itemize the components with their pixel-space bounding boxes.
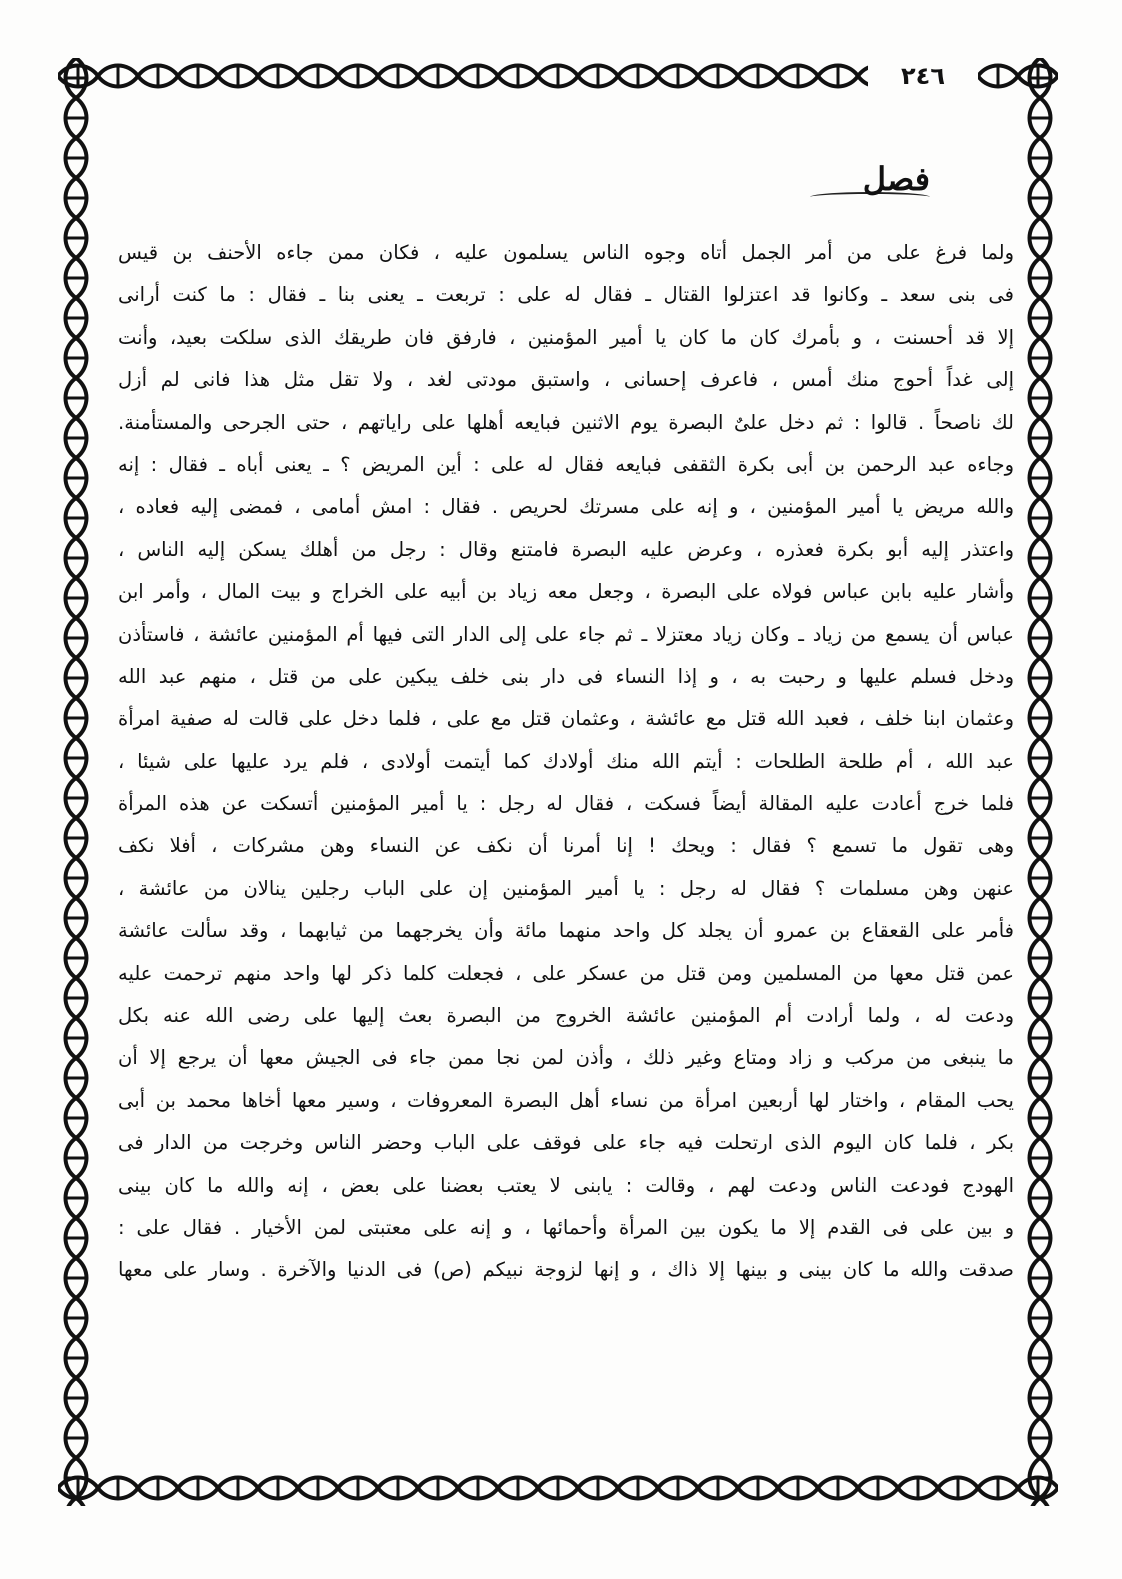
text-line: ما ينبغى من مركب و زاد ومتاع وغير ذلك ، وأذن لمن نجا ممن جاء فى الجيش معها أن يرجع إلا أن	[118, 1046, 1014, 1070]
text-line: عنهن وهن مسلمات ؟ فقال له رجل : يا أمير المؤمنين إن على الباب رجلين ينالان من عائشة ،	[118, 876, 1014, 900]
border-left-chain	[58, 58, 94, 1506]
text-line: والله مريض يا أمير المؤمنين ، و إنه على مسرتك لحريص . فقال : امش أمامى ، فمضى إليه فعاده ،	[118, 495, 1014, 519]
text-line: ودخل فسلم عليها و رحبت به ، و إذا النساء فى دار بنى خلف يبكين على من قتل ، منهم عبد الله	[118, 664, 1014, 688]
text-line: وهى تقول ما تسمع ؟ فقال : ويحك ! إنا أمرنا أن نكف عن النساء وهن مشركات ، أفلا نكف	[118, 834, 1014, 858]
text-line: عمن قتل معها من المسلمين ومن قتل من عسكر على ، فجعلت كلما ذكر لها واحد منهم ترحمت عليه	[118, 961, 1014, 985]
text-line: وجاءه عبد الرحمن بن أبى بكرة الثقفى فبايعه فقال له على : أين المريض ؟ ـ يعنى أباه ـ فقال : إنه	[118, 452, 1014, 476]
text-line: إلى غداً أحوج منك أمس ، فاعرف إحسانى ، واستبق مودتى لغد ، ولا تقل مثل هذا فانى لم أزل	[118, 368, 1014, 392]
text-line: إلا قد أحسنت ، و بأمرك كان ما كان يا أمير المؤمنين ، فارفق فان طريقك الذى سلكت بعيد، وأنت	[118, 325, 1014, 349]
text-line: الهودج فودعت الناس ودعت لهم ، وقالت : يابنى لا يعتب بعضنا على بعض ، إنه والله ما كان بينى	[118, 1173, 1014, 1197]
border-right-chain	[1022, 58, 1058, 1506]
text-line: عبد الله ، أم طلحة الطلحات : أيتم الله منك أولادك كما أيتمت أولادى ، فلم يرد عليها على شيئا ،	[118, 749, 1014, 773]
text-line: ودعت له ، ولما أرادت أم المؤمنين عائشة الخروج من البصرة بعث إليها على رضى الله عنه بكل	[118, 1004, 1014, 1028]
text-line: وأشار عليه بابن عباس فولاه على البصرة ، وجعل معه زياد بن أبيه على الخراج و بيت المال ، وأمر ابن	[118, 580, 1014, 604]
text-line: فأمر على القعقاع بن عمرو أن يجلد كل واحد منهما مائة وأن يخرجهما من ثيابهما ، وقد سألت عائشة	[118, 919, 1014, 943]
text-line: ولما فرغ على من أمر الجمل أتاه وجوه الناس يسلمون عليه ، فكان ممن جاءه الأحنف بن قيس	[118, 241, 1014, 264]
text-line: فلما خرج أعادت عليه المقالة أيضاً فسكت ، فقال له رجل : يا أمير المؤمنين أتسكت عن هذه المرأة	[118, 792, 1014, 816]
border-bottom-chain	[58, 1470, 1058, 1506]
text-line: عباس أن يسمع من زياد ـ وكان زياد معتزلا ـ ثم جاء على إلى الدار التى فيها أم المؤمنين عائشة ، فاستأذن	[118, 622, 1014, 646]
text-line: وعثمان ابنا خلف ، فعبد الله قتل مع عائشة ، وعثمان قتل مع على ، فلما دخل على قالت له صفية امرأة	[118, 707, 1014, 731]
page-number: ٢٤٦	[868, 60, 978, 92]
section-heading	[770, 160, 930, 208]
section-heading-text: فصل	[862, 160, 930, 198]
text-line: بكر ، فلما كان اليوم الذى ارتحلت فيه جاء على فوقف على الباب وحضر الناس وخرجت من الدار فى	[118, 1131, 1014, 1155]
text-line: لك ناصحاً . قالوا : ثم دخل علىٌ البصرة يوم الاثنين فبايعه أهلها على راياتهم ، حتى الجرحى والمستأمنة.	[118, 410, 1014, 434]
text-line: فى بنى سعد ـ وكانوا قد اعتزلوا القتال ـ فقال له على : تربعت ـ يعنى بنا ـ فقال : ما كنت أرانى	[118, 283, 1014, 307]
body-text	[118, 232, 1014, 1292]
text-line: واعتذر إليه أبو بكرة فعذره ، وعرض عليه البصرة فامتنع وقال : رجل من أهلك يسكن إليه الناس ،	[118, 537, 1014, 561]
text-line: صدقت والله ما كان بينى و بينها إلا ذاك ، و إنها لزوجة نبيكم (ص) فى الدنيا والآخرة . وسار على معها	[118, 1258, 1014, 1282]
text-line: يحب المقام ، واختار لها أربعين امرأة من نساء أهل البصرة المعروفات ، وسير معها أخاها محمد بن أبى	[118, 1088, 1014, 1112]
text-line: و بين على فى القدم إلا ما يكون بين المرأة وأحمائها ، و إنه على معتبتى لمن الأخيار . فقال على :	[118, 1215, 1014, 1239]
